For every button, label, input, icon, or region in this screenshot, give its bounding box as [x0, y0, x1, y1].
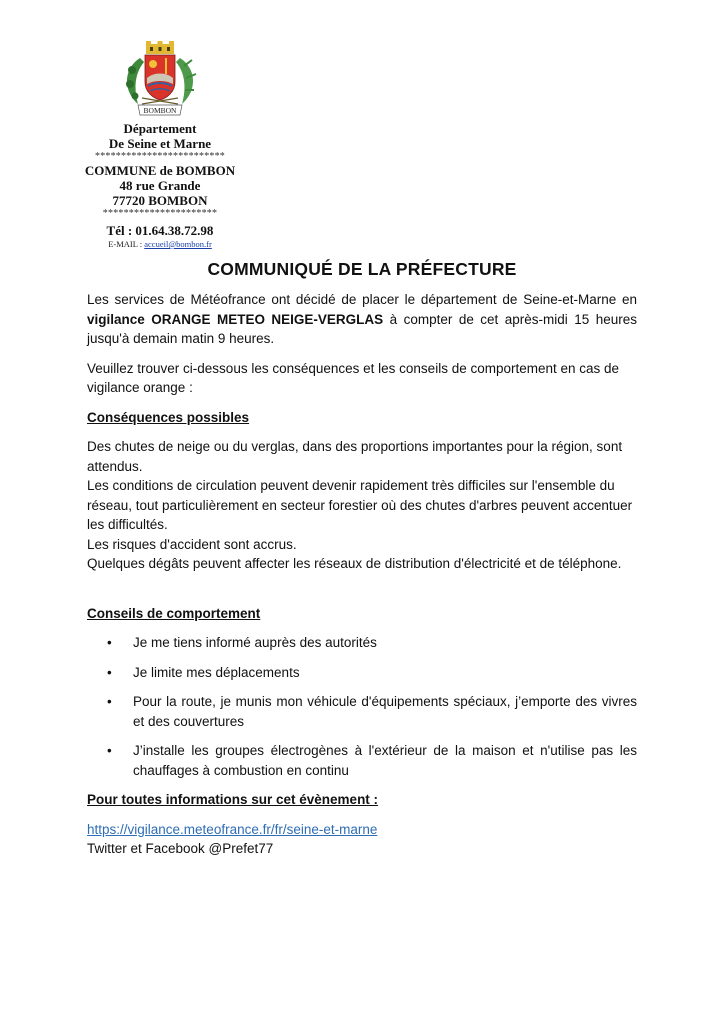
advice-text: Je limite mes déplacements [133, 664, 300, 680]
consequence-line: Les risques d'accident sont accrus. [87, 536, 297, 552]
advice-item [87, 633, 637, 653]
crest-banner-text: BOMBON [143, 106, 177, 115]
page-title: COMMUNIQUÉ DE LA PRÉFECTURE [207, 259, 517, 279]
advice-item [87, 741, 637, 780]
bullet-icon: • [107, 635, 112, 650]
consequence-line: Des chutes de neige ou du verglas, dans des proportions importantes pour la région, sont attendus. [87, 439, 623, 474]
department-line-1: Département [123, 121, 197, 136]
advice-text: Pour la route, je munis mon véhicule d'équipements spéciaux, j’emporte des vivres et des couvertures [133, 694, 637, 729]
bullet-icon: • [107, 694, 112, 709]
vigilance-level: vigilance ORANGE METEO NEIGE-VERGLAS [87, 311, 384, 327]
meteofrance-link[interactable]: https://vigilance.meteofrance.fr/fr/seine-et-marne [87, 821, 378, 837]
communique-body [87, 258, 637, 859]
consequences-list [87, 437, 637, 574]
email-link[interactable]: accueil@bombon.fr [144, 239, 212, 249]
email-line [60, 239, 260, 250]
telephone-number: Tél : 01.64.38.72.98 [106, 223, 214, 238]
consequences-heading: Conséquences possibles [87, 409, 250, 425]
social-handles: Twitter et Facebook @Prefet77 [87, 841, 274, 856]
advice-text: Je me tiens informé auprès des autorités [133, 635, 377, 650]
advice-item [87, 663, 637, 683]
commune-name: COMMUNE de BOMBON [84, 163, 236, 178]
asterisk-separator: ********************** [102, 208, 218, 219]
intro-text-part1: Les services de Météofrance ont décidé de placer le département de Seine-et-Marne en [87, 292, 637, 307]
advice-heading: Conseils de comportement [87, 605, 261, 621]
commune-address: 48 rue Grande [119, 178, 201, 193]
intro-text-part2: à compter de cet après-midi 15 heures jusqu'à demain matin 9 heures. [87, 311, 637, 346]
department-line-2: De Seine et Marne [108, 136, 212, 151]
asterisk-separator: ************************* [95, 151, 225, 162]
email-label: E-MAIL : [108, 239, 145, 249]
instructions-paragraph: Veuillez trouver ci-dessous les conséquences et les conseils de comportement en cas de vigilance orange : [87, 360, 620, 395]
bullet-icon: • [107, 664, 112, 680]
letterhead [60, 38, 260, 250]
info-heading: Pour toutes informations sur cet évènement : [87, 792, 379, 807]
commune-postcode-city: 77720 BOMBON [112, 193, 208, 208]
advice-list [87, 633, 637, 780]
advice-text: J’installe les groupes électrogènes à l'extérieur de la maison et n'utilise pas les chauffages à combustion en continu [133, 743, 637, 778]
intro-paragraph [87, 290, 637, 349]
bullet-icon: • [107, 743, 112, 758]
advice-item [87, 692, 637, 731]
bombon-coat-of-arms-logo [110, 38, 210, 118]
consequence-line: Les conditions de circulation peuvent devenir rapidement très difficiles sur l'ensemble du réseau, tout particulièrement en secteur forestier où des chutes d'arbres peuvent accentuer les difficultés. [87, 478, 633, 532]
consequence-line: Quelques dégâts peuvent affecter les réseaux de distribution d'électricité et de téléphone. [87, 556, 622, 571]
